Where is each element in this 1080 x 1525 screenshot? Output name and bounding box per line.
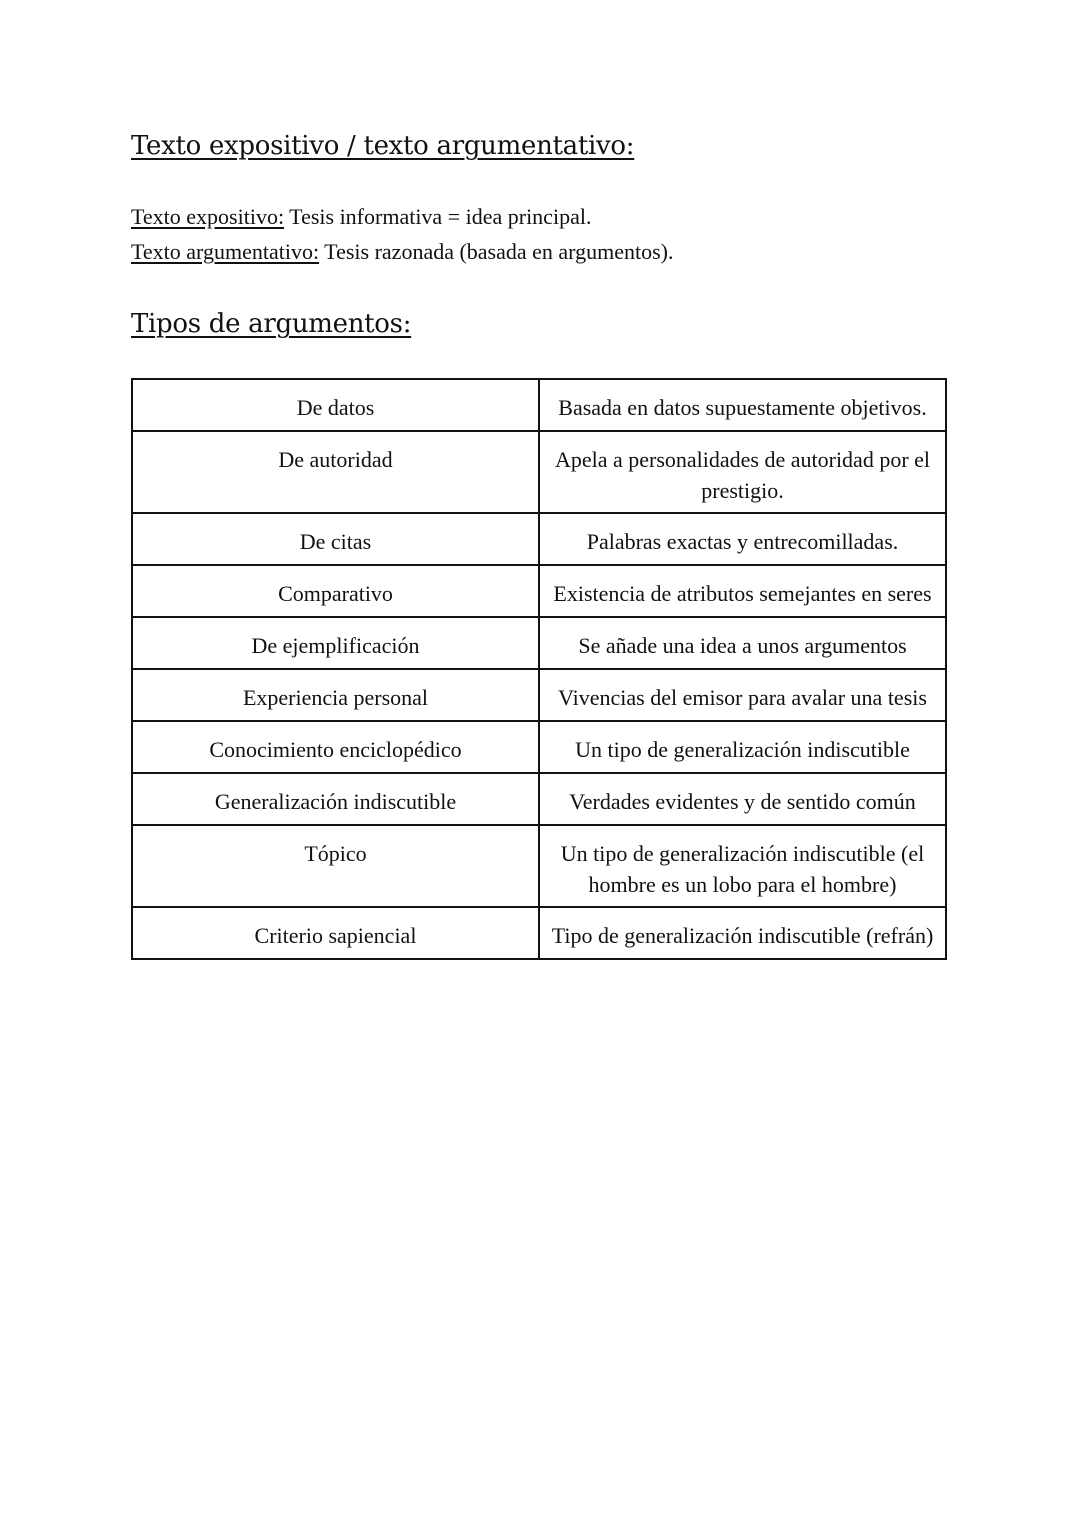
argument-types-table — [131, 378, 947, 960]
types-heading: Tipos de argumentos: — [131, 309, 412, 339]
definition-argumentativo — [131, 236, 673, 268]
argument-description-cell: Vivencias del emisor para avalar una tesis — [539, 669, 946, 721]
definition-expositivo — [131, 201, 591, 233]
argument-type-cell: Experiencia personal — [132, 669, 539, 721]
argument-type-cell: Criterio sapiencial — [132, 907, 539, 959]
table-row — [132, 825, 946, 907]
argument-description-cell: Un tipo de generalización indiscutible (el hombre es un lobo para el hombre) — [539, 825, 946, 907]
argument-type-cell: De datos — [132, 379, 539, 431]
table-row — [132, 513, 946, 565]
table-row — [132, 379, 946, 431]
main-heading: Texto expositivo / texto argumentativo: — [131, 131, 635, 161]
argument-type-cell: Tópico — [132, 825, 539, 907]
argument-description-cell: Existencia de atributos semejantes en seres — [539, 565, 946, 617]
definition-text: Tesis razonada (basada en argumentos). — [319, 239, 674, 264]
table-row — [132, 721, 946, 773]
argument-type-cell: Comparativo — [132, 565, 539, 617]
argument-type-cell: De autoridad — [132, 431, 539, 513]
argument-type-cell: Generalización indiscutible — [132, 773, 539, 825]
argument-description-cell: Se añade una idea a unos argumentos — [539, 617, 946, 669]
table-row — [132, 431, 946, 513]
definition-text: Tesis informativa = idea principal. — [284, 204, 592, 229]
table-row — [132, 669, 946, 721]
table-row — [132, 773, 946, 825]
table-row — [132, 565, 946, 617]
argument-description-cell: Palabras exactas y entrecomilladas. — [539, 513, 946, 565]
definition-label: Texto expositivo: — [131, 204, 285, 229]
argument-description-cell: Apela a personalidades de autoridad por el prestigio. — [539, 431, 946, 513]
argument-type-cell: De ejemplificación — [132, 617, 539, 669]
argument-description-cell: Basada en datos supuestamente objetivos. — [539, 379, 946, 431]
argument-type-cell: Conocimiento enciclopédico — [132, 721, 539, 773]
argument-type-cell: De citas — [132, 513, 539, 565]
argument-description-cell: Un tipo de generalización indiscutible — [539, 721, 946, 773]
table-row — [132, 617, 946, 669]
table-row — [132, 907, 946, 959]
argument-description-cell: Verdades evidentes y de sentido común — [539, 773, 946, 825]
definition-label: Texto argumentativo: — [131, 239, 320, 264]
argument-description-cell: Tipo de generalización indiscutible (refrán) — [539, 907, 946, 959]
